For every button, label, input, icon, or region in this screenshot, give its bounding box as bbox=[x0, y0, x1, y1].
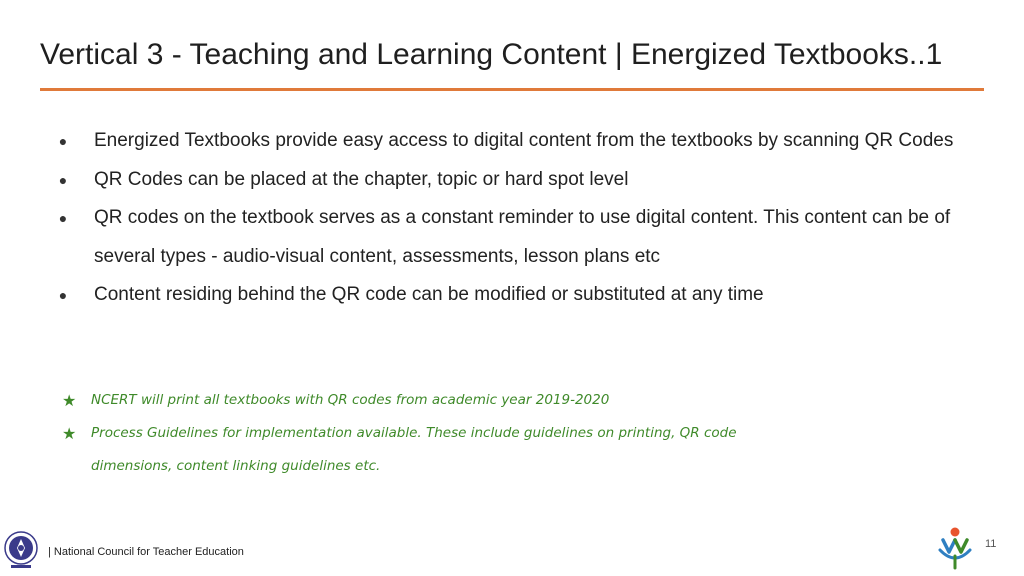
footer-org-name: | National Council for Teacher Education bbox=[48, 546, 244, 558]
note-text: NCERT will print all textbooks with QR codes from academic year 2019-2020 bbox=[91, 392, 610, 408]
bullet-text: QR Codes can be placed at the chapter, topic or hard spot level bbox=[94, 168, 629, 190]
bullet-text: Content residing behind the QR code can be modified or substituted at any time bbox=[94, 284, 764, 305]
slide-title: Vertical 3 - Teaching and Learning Content | Energized Textbooks..1 bbox=[40, 38, 943, 71]
bullet-item bbox=[56, 199, 956, 276]
bullet-text: QR codes on the textbook serves as a constant reminder to use digital content. This content can be of several types - audio-visual content, assessments, lesson plans etc bbox=[94, 207, 951, 267]
bullet-item bbox=[56, 122, 956, 161]
bullet-item bbox=[56, 276, 956, 315]
note-text: Process Guidelines for implementation available. These include guidelines on printing, QR code dimensions, content linking guidelines etc. bbox=[91, 425, 737, 474]
star-icon: ★ bbox=[62, 391, 77, 410]
note-item bbox=[62, 417, 822, 483]
bullet-dot-icon: ● bbox=[58, 133, 68, 149]
diksha-logo-icon bbox=[936, 526, 974, 570]
bullet-dot-icon: ● bbox=[58, 287, 68, 303]
title-divider bbox=[40, 88, 984, 91]
ncte-emblem-icon bbox=[2, 530, 40, 570]
bullet-dot-icon: ● bbox=[58, 171, 68, 188]
page-number: 11 bbox=[985, 538, 997, 550]
note-item bbox=[62, 384, 822, 417]
bullet-item bbox=[56, 161, 956, 200]
bullet-text: Energized Textbooks provide easy access to digital content from the textbooks by scanning QR Codes bbox=[94, 130, 954, 151]
bullet-dot-icon: ● bbox=[58, 210, 68, 226]
bullet-list bbox=[56, 122, 956, 315]
highlight-notes bbox=[62, 384, 822, 483]
star-icon: ★ bbox=[62, 424, 77, 443]
